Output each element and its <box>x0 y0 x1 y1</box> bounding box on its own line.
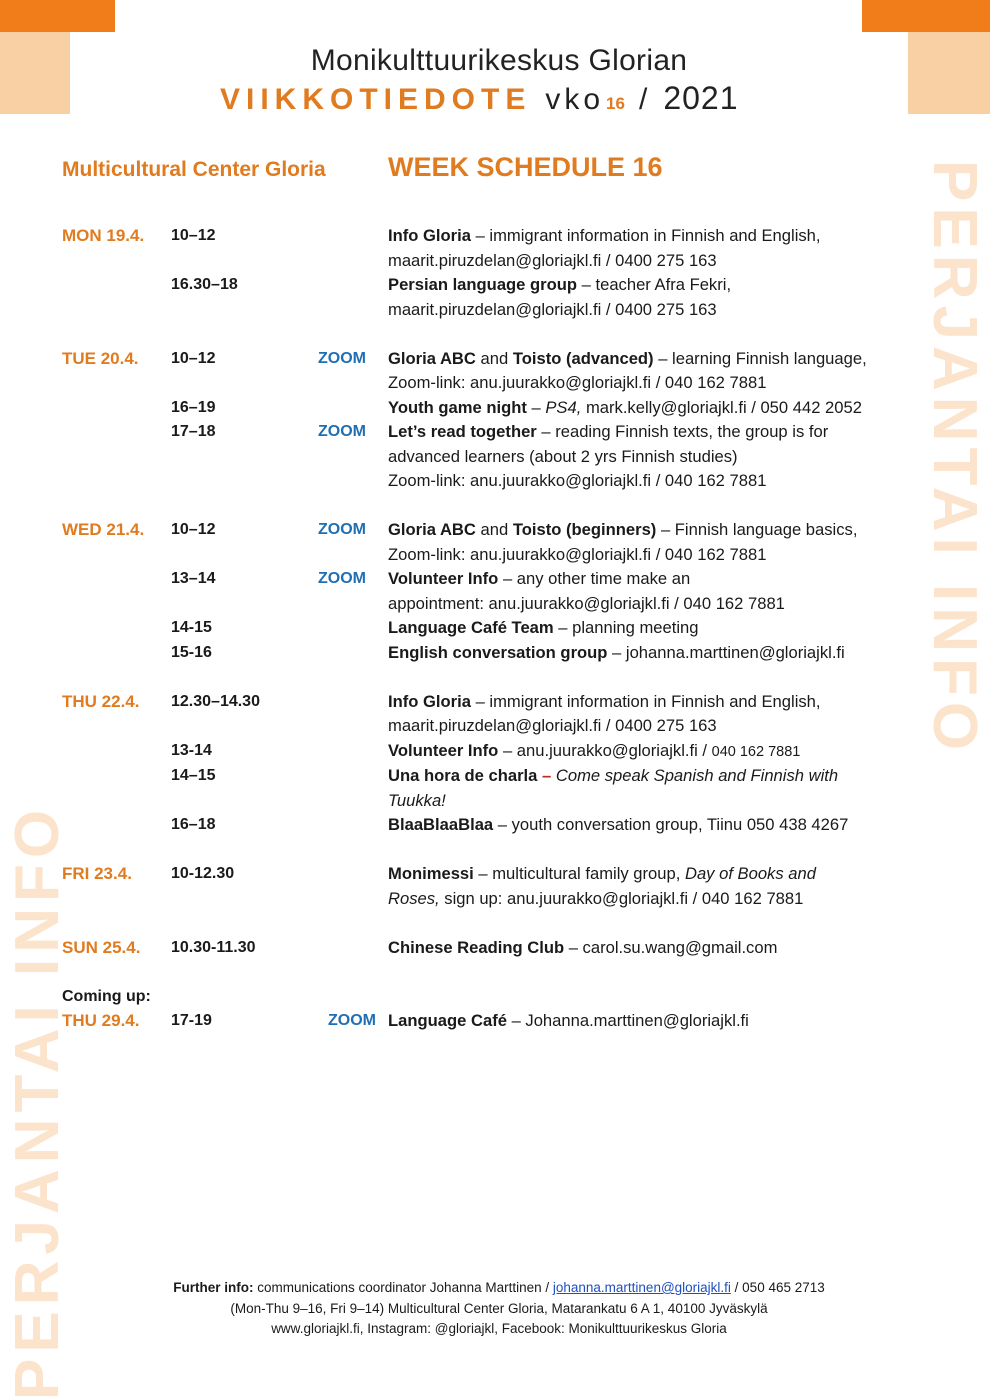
event-name: Language Café <box>388 1011 507 1030</box>
event-text: – teacher Afra Fekri, <box>577 275 732 294</box>
event-time: 17–18 <box>171 423 216 440</box>
day-block-tue <box>62 347 942 494</box>
event-contact: sign up: anu.juurakko@gloriajkl.fi / 040 162 7881 <box>439 888 804 908</box>
event-item <box>62 518 942 567</box>
event-time: 10–12 <box>171 227 216 244</box>
zoom-badge: ZOOM <box>328 1012 376 1029</box>
coming-up-label: Coming up: <box>62 987 151 1005</box>
event-text: and <box>475 520 513 539</box>
event-description <box>388 224 942 273</box>
event-item <box>62 347 942 396</box>
event-name-secondary: Toisto (advanced) <box>512 348 654 368</box>
header-subtitle <box>220 80 739 117</box>
event-contact: Zoom-link: anu.juurakko@gloriajkl.fi / 040 162 7881 <box>388 471 767 490</box>
event-italic-text: Roses, <box>388 888 440 908</box>
event-name-secondary: Toisto (beginners) <box>512 520 657 539</box>
day-label: THU 29.4. <box>62 1011 140 1030</box>
event-description <box>388 273 942 322</box>
event-italic-text: Day of Books and <box>684 864 816 883</box>
event-description <box>388 641 942 666</box>
event-time: 16.30–18 <box>171 276 238 293</box>
event-description <box>388 936 942 961</box>
week-number: 16 <box>606 94 625 113</box>
event-dash: – <box>537 766 552 785</box>
event-text: advanced learners (about 2 yrs Finnish studies) <box>388 446 738 466</box>
event-name: Language Café Team <box>388 618 554 637</box>
zoom-badge: ZOOM <box>318 349 366 367</box>
day-block-wed <box>62 518 942 665</box>
day-block-thu <box>62 690 942 838</box>
event-contact: – anu.juurakko@gloriajkl.fi / <box>498 740 712 760</box>
day-label: SUN 25.4. <box>62 937 141 957</box>
event-contact: maarit.piruzdelan@gloriajkl.fi / 0400 275 163 <box>388 250 717 270</box>
event-time: 10.30-11.30 <box>171 938 256 956</box>
event-name: Volunteer Info <box>388 740 499 760</box>
event-description <box>388 1009 942 1034</box>
center-name: Multicultural Center Gloria <box>62 158 326 181</box>
event-text: – learning Finnish language, <box>653 348 867 368</box>
side-watermark-right: PERJANTAI INFO <box>920 160 989 757</box>
day-label: WED 21.4. <box>62 520 145 539</box>
event-description <box>388 420 942 494</box>
footer-further-label: Further info: <box>173 1280 254 1295</box>
day-label: MON 19.4. <box>62 226 145 245</box>
footer-line-1 <box>0 1278 998 1299</box>
event-text: – immigrant information in Finnish and English, <box>470 226 821 245</box>
event-description <box>388 616 942 641</box>
event-description <box>388 739 942 765</box>
event-item <box>62 813 942 838</box>
side-watermark-left: PERJANTAI INFO <box>3 803 72 1400</box>
event-name: Volunteer Info <box>388 569 499 588</box>
day-label: THU 22.4. <box>62 691 140 711</box>
vko-label: vko <box>545 83 605 116</box>
event-time: 10–12 <box>171 521 216 538</box>
event-name: Gloria ABC <box>388 348 476 368</box>
event-description <box>388 347 942 396</box>
event-contact: – carol.su.wang@gmail.com <box>564 937 778 957</box>
event-text: – any other time make an <box>498 569 691 588</box>
event-time: 17-19 <box>171 1012 212 1029</box>
event-name: BlaaBlaaBlaa <box>388 815 494 834</box>
event-text: – immigrant information in Finnish and English, <box>470 691 821 711</box>
event-contact: Zoom-link: anu.juurakko@gloriajkl.fi / 040 162 7881 <box>388 544 767 564</box>
event-italic-text: PS4, <box>545 397 582 417</box>
footer-line-3: www.gloriajkl.fi, Instagram: @gloriajkl, Facebook: Monikulttuurikeskus Gloria <box>271 1321 727 1336</box>
footer-text: communications coordinator Johanna Marttinen / <box>253 1280 553 1295</box>
event-italic-text: Tuukka! <box>388 790 446 810</box>
event-text: – multicultural family group, <box>473 864 685 883</box>
schedule <box>62 224 942 1058</box>
event-italic-text: Come speak Spanish and Finnish with <box>551 766 839 785</box>
zoom-badge: ZOOM <box>318 423 366 440</box>
corner-square-top-left <box>0 0 115 32</box>
header-slash: / <box>638 83 648 116</box>
event-item <box>62 224 942 273</box>
footer <box>0 1278 998 1340</box>
event-item <box>62 616 942 641</box>
event-contact: Zoom-link: anu.juurakko@gloriajkl.fi / 040 162 7881 <box>388 373 767 392</box>
event-time: 14-15 <box>171 619 212 636</box>
event-time: 13-14 <box>171 741 212 759</box>
day-block-mon <box>62 224 942 322</box>
event-text: and <box>475 348 513 368</box>
event-description <box>388 518 942 567</box>
event-contact: – Johanna.marttinen@gloriajkl.fi <box>506 1011 749 1030</box>
event-time: 16–18 <box>171 816 216 833</box>
day-block-fri <box>62 862 942 911</box>
event-name: English conversation group <box>388 642 608 662</box>
event-item <box>62 936 942 961</box>
footer-phone: / 050 465 2713 <box>730 1280 825 1295</box>
event-name: Una hora de charla <box>388 766 538 785</box>
event-contact: maarit.piruzdelan@gloriajkl.fi / 0400 275 163 <box>388 716 717 735</box>
event-contact: – johanna.marttinen@gloriajkl.fi <box>607 642 845 662</box>
coming-up-block <box>62 985 942 1034</box>
day-block-sun <box>62 936 942 961</box>
event-item <box>62 764 942 813</box>
day-label: TUE 20.4. <box>62 348 139 368</box>
event-name: Chinese Reading Club <box>388 937 565 957</box>
event-item <box>62 396 942 421</box>
zoom-badge: ZOOM <box>318 570 366 587</box>
zoom-badge: ZOOM <box>318 521 366 538</box>
day-label: FRI 23.4. <box>62 864 132 883</box>
event-time: 13–14 <box>171 570 216 587</box>
event-description <box>388 862 942 911</box>
event-item <box>62 567 942 616</box>
event-time: 15-16 <box>171 643 212 661</box>
event-item <box>62 273 942 322</box>
event-item <box>62 690 942 739</box>
event-contact: maarit.piruzdelan@gloriajkl.fi / 0400 275 163 <box>388 299 717 319</box>
event-item <box>62 739 942 765</box>
week-schedule-title: WEEK SCHEDULE 16 <box>388 152 663 182</box>
event-time: 16–19 <box>171 398 216 416</box>
event-text: – reading Finnish texts, the group is for <box>536 422 829 441</box>
event-name: Monimessi <box>388 864 474 883</box>
event-description <box>388 690 942 739</box>
header-year: 2021 <box>663 80 739 116</box>
event-name: Let’s read together <box>388 422 537 441</box>
corner-square-top-right <box>862 0 990 32</box>
event-time: 10–12 <box>171 349 216 367</box>
event-name: Gloria ABC <box>388 520 476 539</box>
footer-line-2: (Mon-Thu 9–16, Fri 9–14) Multicultural Center Gloria, Matarankatu 6 A 1, 40100 Jyväskylä <box>230 1300 768 1316</box>
event-item <box>62 420 942 494</box>
event-name: Youth game night <box>388 397 527 417</box>
event-text: – <box>526 397 546 417</box>
footer-email-link[interactable]: johanna.marttinen@gloriajkl.fi <box>552 1280 731 1295</box>
event-time: 14–15 <box>171 767 216 784</box>
event-text: – youth conversation group, Tiinu 050 438 4267 <box>493 815 849 834</box>
event-name: Info Gloria <box>388 226 471 245</box>
event-phone: 040 162 7881 <box>711 743 801 760</box>
event-contact: mark.kelly@gloriajkl.fi / 050 442 2052 <box>581 397 862 417</box>
event-text: – planning meeting <box>553 618 699 637</box>
event-description <box>388 764 942 813</box>
event-description <box>388 396 942 421</box>
event-item <box>62 641 942 666</box>
event-description <box>388 813 942 838</box>
event-description <box>388 567 942 616</box>
event-item <box>62 1009 942 1034</box>
event-item <box>62 862 942 911</box>
event-time: 10-12.30 <box>171 865 235 882</box>
event-text: – Finnish language basics, <box>656 520 858 539</box>
event-contact: appointment: anu.juurakko@gloriajkl.fi / 040 162 7881 <box>388 593 785 613</box>
header-title: Monikulttuurikeskus Glorian <box>310 44 688 77</box>
event-time: 12.30–14.30 <box>171 692 260 710</box>
event-name: Persian language group <box>388 275 578 294</box>
event-name: Info Gloria <box>388 691 471 711</box>
viikkotiedote-label: VIIKKOTIEDOTE <box>220 83 532 116</box>
